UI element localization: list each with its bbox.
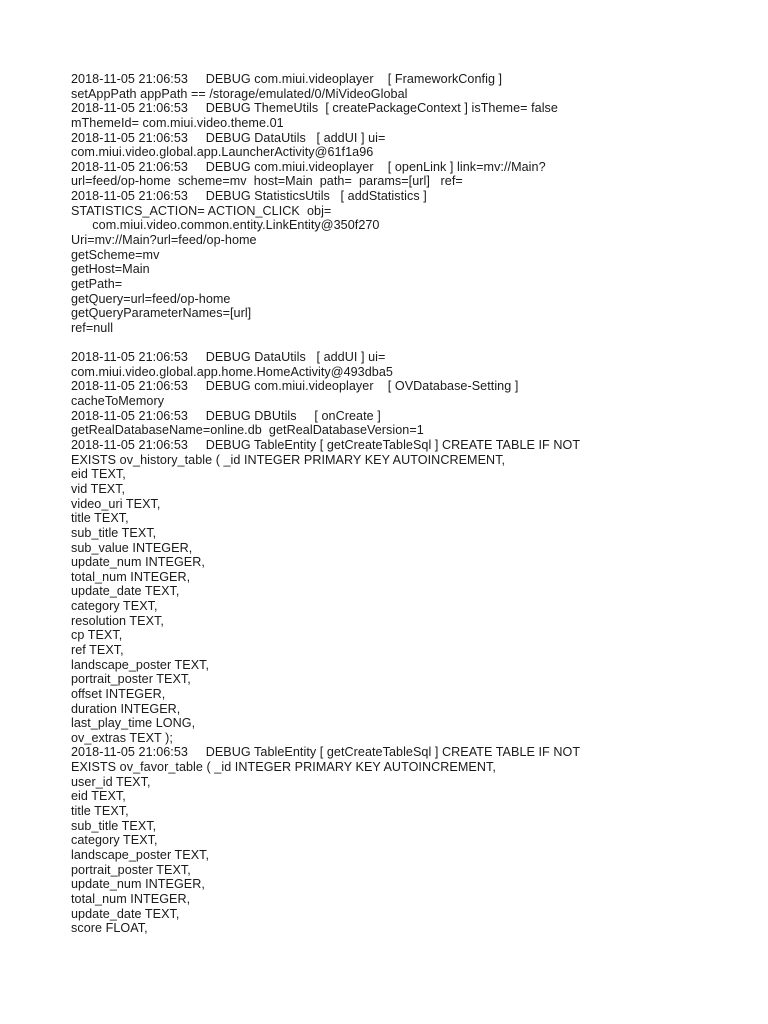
log-line: getRealDatabaseName=online.db getRealDatabaseVersion=1 bbox=[71, 423, 424, 438]
log-line: video_uri TEXT, bbox=[71, 496, 161, 511]
log-line: 2018-11-05 21:06:53 DEBUG DataUtils [ addUI ] ui= bbox=[71, 130, 386, 145]
log-line: title TEXT, bbox=[71, 511, 129, 526]
log-line: mThemeId= com.miui.video.theme.01 bbox=[71, 115, 284, 130]
log-line: update_date TEXT, bbox=[71, 906, 180, 921]
log-line: setAppPath appPath == /storage/emulated/0/MiVideoGlobal bbox=[71, 86, 408, 101]
log-line: landscape_poster TEXT, bbox=[71, 657, 210, 672]
log-line: vid TEXT, bbox=[71, 481, 126, 496]
log-line: category TEXT, bbox=[71, 599, 158, 614]
log-line: ref TEXT, bbox=[71, 642, 124, 657]
log-line: eid TEXT, bbox=[71, 467, 126, 482]
log-line: sub_value INTEGER, bbox=[71, 540, 193, 555]
log-line: 2018-11-05 21:06:53 DEBUG StatisticsUtils [ addStatistics ] bbox=[71, 189, 427, 204]
log-lines bbox=[71, 72, 731, 936]
log-line: title TEXT, bbox=[71, 804, 129, 819]
log-document bbox=[71, 72, 731, 936]
log-line: STATISTICS_ACTION= ACTION_CLICK obj= bbox=[71, 203, 332, 218]
log-line: portrait_poster TEXT, bbox=[71, 862, 191, 877]
log-line: 2018-11-05 21:06:53 DEBUG com.miui.videoplayer [ OVDatabase-Setting ] bbox=[71, 379, 519, 394]
log-line: Uri=mv://Main?url=feed/op-home bbox=[71, 233, 257, 248]
log-line: offset INTEGER, bbox=[71, 686, 166, 701]
log-line: update_num INTEGER, bbox=[71, 877, 205, 892]
log-line: update_num INTEGER, bbox=[71, 555, 205, 570]
log-line: cacheToMemory bbox=[71, 394, 165, 409]
log-line: cp TEXT, bbox=[71, 628, 123, 643]
log-line: 2018-11-05 21:06:53 DEBUG TableEntity [ getCreateTableSql ] CREATE TABLE IF NOT bbox=[71, 438, 581, 453]
log-line: score FLOAT, bbox=[71, 921, 148, 936]
log-line: last_play_time LONG, bbox=[71, 716, 196, 731]
log-line bbox=[71, 336, 731, 351]
log-line: resolution TEXT, bbox=[71, 613, 164, 628]
log-line: sub_title TEXT, bbox=[71, 525, 157, 540]
log-line: landscape_poster TEXT, bbox=[71, 847, 210, 862]
log-line: EXISTS ov_favor_table ( _id INTEGER PRIMARY KEY AUTOINCREMENT, bbox=[71, 760, 496, 775]
log-line: sub_title TEXT, bbox=[71, 818, 157, 833]
log-line: getHost=Main bbox=[71, 262, 150, 277]
log-line: 2018-11-05 21:06:53 DEBUG TableEntity [ getCreateTableSql ] CREATE TABLE IF NOT bbox=[71, 745, 581, 760]
log-line: eid TEXT, bbox=[71, 789, 126, 804]
log-line: user_id TEXT, bbox=[71, 774, 151, 789]
log-line: com.miui.video.global.app.home.HomeActivity@493dba5 bbox=[71, 364, 393, 379]
log-line: getScheme=mv bbox=[71, 247, 160, 262]
log-line: ref=null bbox=[71, 320, 114, 335]
log-line: 2018-11-05 21:06:53 DEBUG com.miui.videoplayer [ FrameworkConfig ] bbox=[71, 72, 503, 86]
log-line: ov_extras TEXT ); bbox=[71, 730, 173, 745]
log-line: 2018-11-05 21:06:53 DEBUG com.miui.videoplayer [ openLink ] link=mv://Main? bbox=[71, 159, 546, 174]
log-line: duration INTEGER, bbox=[71, 701, 181, 716]
log-line: update_date TEXT, bbox=[71, 584, 180, 599]
log-line: getPath= bbox=[71, 276, 123, 291]
log-line: 2018-11-05 21:06:53 DEBUG DBUtils [ onCreate ] bbox=[71, 408, 381, 423]
log-line: category TEXT, bbox=[71, 833, 158, 848]
log-line: getQuery=url=feed/op-home bbox=[71, 291, 231, 306]
log-line: com.miui.video.global.app.LauncherActivity@61f1a96 bbox=[71, 145, 374, 160]
log-line: total_num INTEGER, bbox=[71, 569, 191, 584]
log-line: 2018-11-05 21:06:53 DEBUG DataUtils [ addUI ] ui= bbox=[71, 350, 386, 365]
log-line: url=feed/op-home scheme=mv host=Main path= params=[url] ref= bbox=[71, 174, 463, 189]
log-line: EXISTS ov_history_table ( _id INTEGER PRIMARY KEY AUTOINCREMENT, bbox=[71, 452, 506, 467]
log-line: 2018-11-05 21:06:53 DEBUG ThemeUtils [ createPackageContext ] isTheme= false bbox=[71, 101, 558, 116]
log-line: getQueryParameterNames=[url] bbox=[71, 306, 252, 321]
log-line: portrait_poster TEXT, bbox=[71, 672, 191, 687]
log-line: total_num INTEGER, bbox=[71, 891, 191, 906]
log-line: com.miui.video.common.entity.LinkEntity@350f270 bbox=[71, 218, 380, 233]
